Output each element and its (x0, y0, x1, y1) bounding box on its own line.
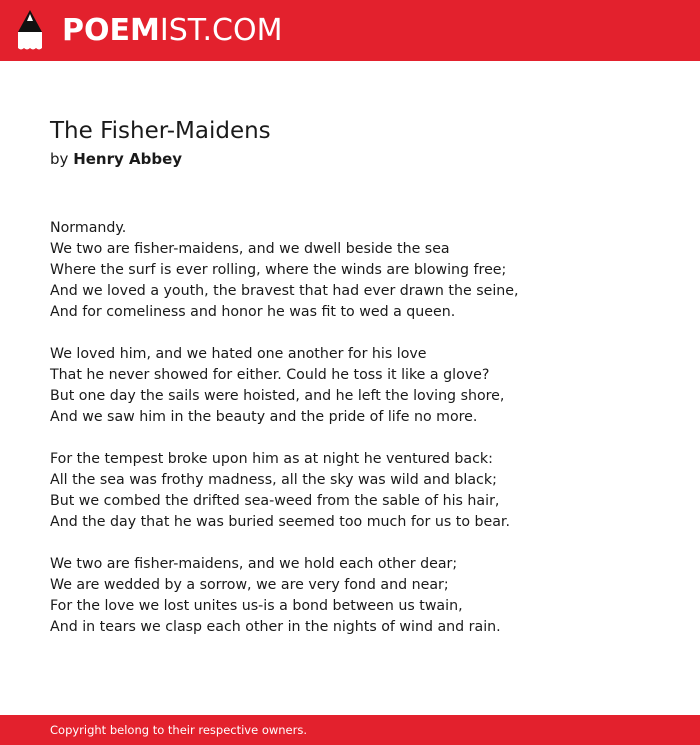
poem-byline (50, 148, 182, 170)
poem-line: We are wedded by a sorrow, we are very fond and near; (50, 577, 449, 593)
poem-line: We loved him, and we hated one another for his love (50, 346, 427, 362)
poem-line: And the day that he was buried seemed too much for us to bear. (50, 514, 510, 530)
poem-line: And for comeliness and honor he was fit to wed a queen. (50, 304, 456, 320)
poem-line: And in tears we clasp each other in the nights of wind and rain. (50, 619, 501, 635)
stanza-break (50, 533, 670, 554)
poem-line: Normandy. (50, 220, 127, 236)
poem-line: Where the surf is ever rolling, where the winds are blowing free; (50, 262, 507, 278)
poem-line: And we saw him in the beauty and the pride of life no more. (50, 409, 478, 425)
poem-title: The Fisher-Maidens (50, 118, 271, 144)
poem-line: We two are fisher-maidens, and we dwell beside the sea (50, 241, 450, 257)
poem-line: But we combed the drifted sea-weed from the sable of his hair, (50, 493, 500, 509)
poem-line: We two are fisher-maidens, and we hold each other dear; (50, 556, 458, 572)
brand-bold: POEM (62, 13, 160, 48)
poem-line: For the love we lost unites us-is a bond between us twain, (50, 598, 463, 614)
poem-line: That he never showed for either. Could he toss it like a glove? (50, 367, 490, 383)
author-name: Henry Abbey (73, 150, 183, 168)
stanza-break (50, 323, 670, 344)
pencil-tip-icon[interactable] (18, 10, 42, 51)
poem-line: For the tempest broke upon him as at night he ventured back: (50, 451, 493, 467)
poem-line: And we loved a youth, the bravest that had ever drawn the seine, (50, 283, 519, 299)
poem-body (50, 218, 670, 638)
site-logo-text[interactable] (62, 11, 282, 51)
copyright-notice: Copyright belong to their respective owners. (50, 723, 308, 737)
stanza-break (50, 428, 670, 449)
site-header (0, 0, 700, 61)
by-label: by (50, 150, 69, 168)
brand-light: IST.COM (159, 13, 283, 48)
site-footer (0, 715, 700, 745)
poem-line: But one day the sails were hoisted, and he left the loving shore, (50, 388, 505, 404)
poem-line: All the sea was frothy madness, all the sky was wild and black; (50, 472, 497, 488)
